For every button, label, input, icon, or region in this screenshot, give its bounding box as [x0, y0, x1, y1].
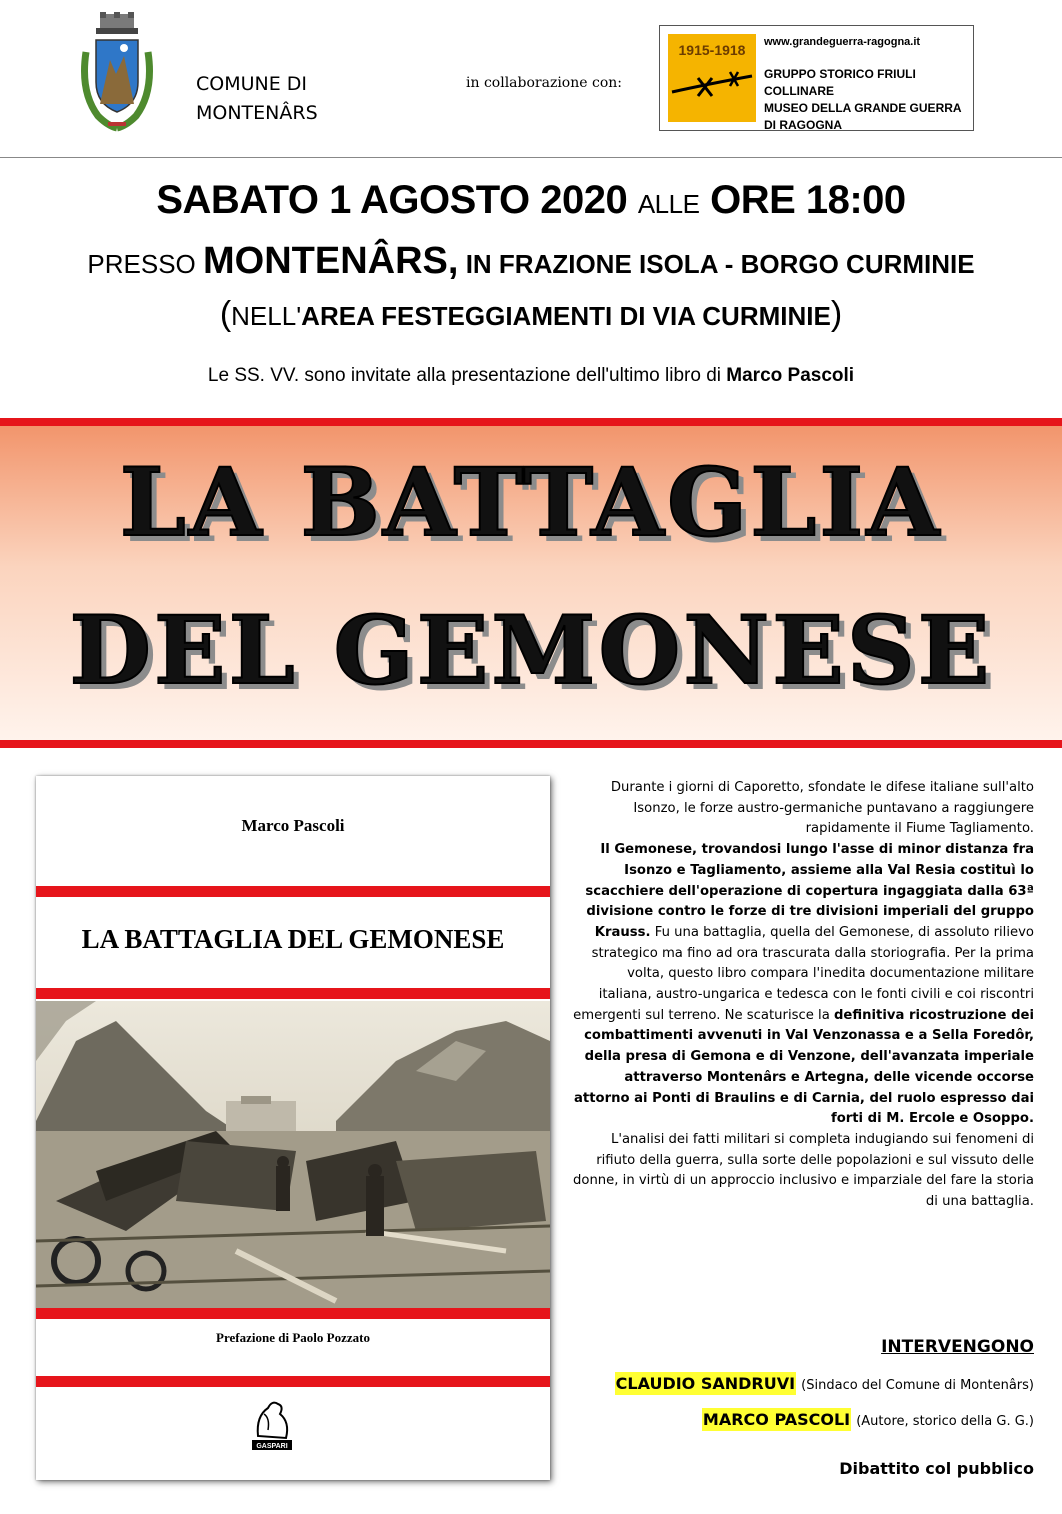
- paren-close: ): [830, 295, 843, 333]
- title-banner: [0, 418, 1062, 748]
- comune-line2: MONTENÂRS: [196, 102, 318, 124]
- book-preface: Prefazione di Paolo Pozzato: [216, 1330, 370, 1345]
- cover-red-band: [36, 1376, 550, 1387]
- museum-line1: GRUPPO STORICO FRIULI COLLINARE: [764, 67, 916, 98]
- paren-open: (: [219, 295, 232, 333]
- museum-line2: MUSEO DELLA GRANDE GUERRA: [764, 101, 962, 115]
- speaker-role: (Autore, storico della G. G.): [856, 1414, 1034, 1429]
- banner-title-line1: LA BATTAGLIA: [119, 448, 943, 558]
- museum-url[interactable]: www.grandeguerra-ragogna.it: [764, 36, 921, 48]
- book-author: Marco Pascoli: [241, 816, 345, 835]
- museum-name: [764, 66, 973, 134]
- header-divider: [0, 157, 1062, 158]
- event-area-name: AREA FESTEGGIAMENTI DI VIA CURMINIE: [301, 301, 831, 331]
- publisher-logo: [250, 1396, 294, 1456]
- cover-red-band: [36, 988, 550, 999]
- event-date: SABATO 1 AGOSTO 2020: [156, 178, 628, 222]
- invite-line: [0, 365, 1062, 387]
- debate-note: Dibattito col pubblico: [839, 1459, 1034, 1478]
- description-p2-bold2: definitiva ricostruzione dei combattimenti avvenuti in Val Venzonassa e a Sella Foredôr, della presa di Gemona e di Venzone, dell'avanzata imperiale attraverso Montenârs e Artegna, delle vicende occorse attorno ai Ponti di Braulins e di Carnia, del ruolo espresso dai forti di M. Ercole e Osoppo.: [574, 1007, 1034, 1127]
- event-frazione: IN FRAZIONE ISOLA - BORGO CURMINIE: [465, 249, 975, 279]
- event-area: [0, 295, 1062, 334]
- event-nell: NELL': [231, 301, 302, 331]
- cover-red-band: [36, 1308, 550, 1319]
- speakers-title: INTERVENGONO: [881, 1337, 1034, 1357]
- book-description: [570, 778, 1034, 1213]
- coat-of-arms-emblem: [78, 12, 156, 138]
- museum-years: 1915-1918: [678, 42, 746, 58]
- book-title: LA BATTAGLIA DEL GEMONESE: [81, 924, 505, 954]
- barbed-wire-icon: [668, 34, 756, 122]
- description-p2-normal: Fu una battaglia, quella del Gemonese, di assoluto rilievo strategico ma fino ad ora trascurata dalla storiografia. Per la prima volta, questo libro compara l'inedita documentazione militare italiana, austro-ungarica e tedesca con le fonti civili e coi riscontri emergenti sul terreno. Ne scaturisce la: [573, 924, 1034, 1023]
- event-location: [0, 240, 1062, 283]
- collaboration-label: in collaborazione con:: [466, 75, 622, 91]
- event-alle: ALLE: [637, 189, 700, 219]
- description-p2: [570, 840, 1034, 1130]
- description-p2-bold: Il Gemonese, trovandosi lungo l'asse di minor distanza fra Isonzo e Tagliamento, assieme alla Val Resia costituì lo scacchiere dell'operazione di copertura ingaggiata dalla 63ª divisione contro le forze di tre divisioni imperiali del gruppo Krauss.: [585, 842, 1034, 940]
- description-p3: L'analisi dei fatti militari si completa indugiando sui fenomeni di rifiuto della guerra, sulla sorte delle popolazioni e sul vissuto delle donne, in virtù di un approccio inclusivo e imparziale del fare la storia di una battaglia.: [573, 1131, 1034, 1210]
- event-date-time: [0, 178, 1062, 223]
- cover-red-band: [36, 886, 550, 897]
- book-cover: [36, 776, 550, 1480]
- speaker-name: CLAUDIO SANDRUVI: [615, 1374, 796, 1393]
- description-p1: Durante i giorni di Caporetto, sfondate le difese italiane sull'alto Isonzo, le forze austro-germaniche puntavano a raggiungere rapidamente il Fiume Tagliamento.: [610, 780, 1034, 837]
- invite-text: Le SS. VV. sono invitate alla presentazione dell'ultimo libro di: [207, 365, 721, 386]
- event-place: MONTENÂRS,: [203, 240, 459, 282]
- museum-logo-image: [668, 34, 756, 122]
- speaker-role: (Sindaco del Comune di Montenârs): [801, 1378, 1034, 1393]
- cover-photo-war-ruins: [36, 1001, 550, 1308]
- speaker-row: [560, 1410, 1034, 1429]
- comune-label: [196, 70, 318, 128]
- event-presso: PRESSO: [87, 249, 196, 279]
- banner-title-line2: DEL GEMONESE: [69, 596, 993, 706]
- museum-logo-box: [659, 25, 974, 131]
- museum-line3: DI RAGOGNA: [764, 118, 842, 132]
- speaker-name: MARCO PASCOLI: [702, 1410, 851, 1429]
- speaker-row: [560, 1374, 1034, 1393]
- event-time: ORE 18:00: [710, 178, 906, 222]
- invite-author: Marco Pascoli: [726, 365, 855, 386]
- publisher-name: GASPARI: [256, 1443, 288, 1450]
- comune-line1: COMUNE DI: [196, 73, 308, 95]
